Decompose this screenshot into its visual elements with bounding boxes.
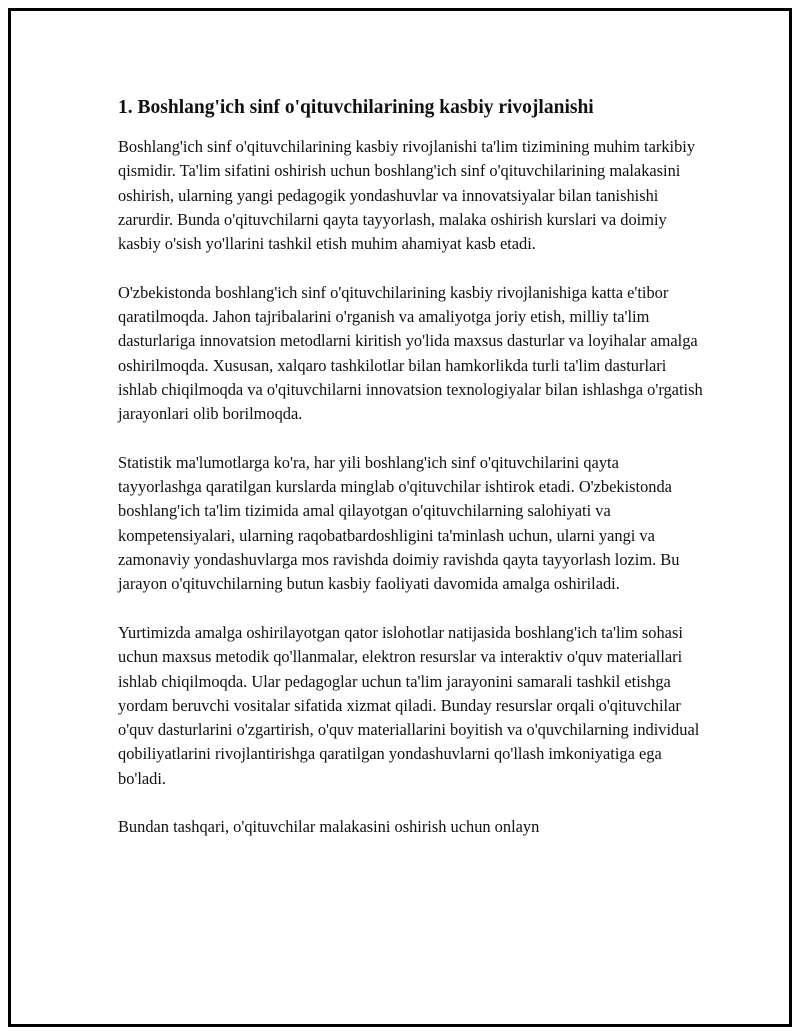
paragraph-4: Yurtimizda amalga oshirilayotgan qator islohotlar natijasida boshlang'ich ta'lim sohasi uchun maxsus metodik qo'llanmalar, elektron resurslar va interaktiv o'quv materiallari ishlab chiqilmoqda. Ular pedagoglar uchun ta'lim jarayonini samarali tashkil etishga yordam beruvchi vositalar sifatida xizmat qiladi. Bunday resurslar orqali o'qituvchilar o'quv dasturlarini o'zgartirish, o'quv materiallarini boyitish va o'quvchilarning individual qobiliyatlarini rivojlantirishga qaratilgan yondashuvlarni qo'llash imkoniyatiga ega bo'ladi. bbox=[118, 622, 700, 788]
paragraph-1: Boshlang'ich sinf o'qituvchilarining kasbiy rivojlanishi ta'lim tizimining muhim tarkibiy qismidir. Ta'lim sifatini oshirish uchun boshlang'ich sinf o'qituvchilarining malakasini oshirish, ularning yangi pedagogik yondashuvlar va innovatsiyalar bilan tanishishi zarurdir. Bunda o'qituvchilarni qayta tayyorlash, malaka oshirish kurslari va doimiy kasbiy o'sish yo'llarini tashkil etish muhim ahamiyat kasb etadi. bbox=[118, 137, 696, 254]
paragraph-2: O'zbekistonda boshlang'ich sinf o'qituvchilarining kasbiy rivojlanishiga katta e'tibor qaratilmoqda. Jahon tajribalarini o'rganish va amaliyotga joriy etish, milliy ta'lim dasturlariga innovatsion metodlarni kiritish yo'lida maxsus dasturlar va loyihalar amalga oshirilmoqda. Xususan, xalqaro tashkilotlar bilan hamkorlikda turli ta'lim dasturlari ishlab chiqilmoqda va o'qituvchilarni innovatsion texnologiyalar bilan ishlashga o'rgatish jarayonlari olib borilmoqda. bbox=[118, 282, 703, 424]
section-heading: 1. Boshlang'ich sinf o'qituvchilarining kasbiy rivojlanishi bbox=[118, 97, 594, 118]
document-page bbox=[8, 8, 792, 1027]
paragraph-3: Statistik ma'lumotlarga ko'ra, har yili boshlang'ich sinf o'qituvchilarini qayta tayyorlashga qaratilgan kurslarda minglab o'qituvchilar ishtirok etadi. O'zbekistonda boshlang'ich ta'lim tizimida amal qilayotgan o'qituvchilarning salohiyati va kompetensiyalari, ularning raqobatbardoshligini ta'minlash uchun, ularni yangi va zamonaviy yondashuvlarga mos ravishda doimiy ravishda qayta tayyorlash lozim. Bu jarayon o'qituvchilarning butun kasbiy faoliyati davomida amalga oshiriladi. bbox=[118, 452, 680, 594]
paragraph-5: Bundan tashqari, o'qituvchilar malakasini oshirish uchun onlayn bbox=[118, 817, 540, 837]
document-body bbox=[118, 95, 706, 864]
